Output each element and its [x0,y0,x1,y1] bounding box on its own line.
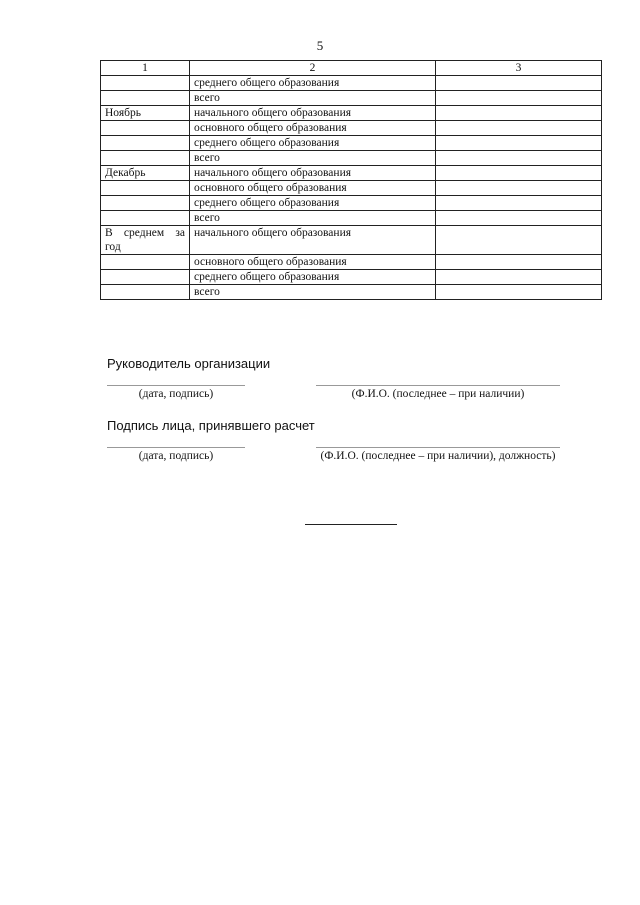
column-header: 3 [436,61,602,76]
period-cell [101,211,190,226]
head-date-signature-caption: (дата, подпись) [138,388,214,400]
page-number: 5 [316,38,324,53]
value-cell [436,196,602,211]
period-cell [101,181,190,196]
period-cell [101,121,190,136]
table-row [101,121,602,136]
table-row [101,196,602,211]
value-cell [436,91,602,106]
period-cell [101,91,190,106]
head-name-line [316,385,560,386]
period-cell: В среднем за год [101,226,190,255]
table-row [101,76,602,91]
value-cell [436,211,602,226]
level-cell: среднего общего образования [190,196,436,211]
value-cell [436,181,602,196]
value-cell [436,255,602,270]
period-cell [101,255,190,270]
level-cell: всего [190,285,436,300]
period-cell: Декабрь [101,166,190,181]
value-cell [436,226,602,255]
table-row [101,91,602,106]
level-cell: основного общего образования [190,121,436,136]
level-cell: начального общего образования [190,166,436,181]
table-header-row [101,61,602,76]
value-cell [436,121,602,136]
period-cell [101,285,190,300]
calculator-name-line [316,447,560,448]
table-row [101,106,602,121]
calculator-name-caption: (Ф.И.О. (последнее – при наличии), должность) [320,450,556,462]
period-cell [101,151,190,166]
head-signature-title: Руководитель организации [107,356,271,371]
level-cell: начального общего образования [190,226,436,255]
table-row [101,285,602,300]
end-of-document-rule [305,524,397,525]
table-row [101,181,602,196]
level-cell: среднего общего образования [190,76,436,91]
level-cell: всего [190,211,436,226]
value-cell [436,136,602,151]
value-cell [436,106,602,121]
table-body [101,76,602,300]
table-row [101,166,602,181]
period-cell: Ноябрь [101,106,190,121]
calculator-date-signature-line [107,447,245,448]
period-cell [101,136,190,151]
head-date-signature-line [107,385,245,386]
calculator-date-signature-caption: (дата, подпись) [138,450,214,462]
level-cell: всего [190,91,436,106]
calculator-signature-title: Подпись лица, принявшего расчет [107,418,315,433]
table-row [101,136,602,151]
head-name-caption: (Ф.И.О. (последнее – при наличии) [351,388,525,400]
level-cell: начального общего образования [190,106,436,121]
table-row [101,226,602,255]
table-row [101,211,602,226]
period-cell [101,270,190,285]
value-cell [436,166,602,181]
value-cell [436,151,602,166]
value-cell [436,76,602,91]
table-row [101,270,602,285]
value-cell [436,270,602,285]
level-cell: всего [190,151,436,166]
value-cell [436,285,602,300]
period-cell [101,76,190,91]
column-header: 1 [101,61,190,76]
table-row [101,151,602,166]
level-cell: среднего общего образования [190,270,436,285]
data-table [100,60,602,300]
column-header: 2 [190,61,436,76]
period-cell [101,196,190,211]
level-cell: основного общего образования [190,255,436,270]
level-cell: основного общего образования [190,181,436,196]
level-cell: среднего общего образования [190,136,436,151]
table-row [101,255,602,270]
